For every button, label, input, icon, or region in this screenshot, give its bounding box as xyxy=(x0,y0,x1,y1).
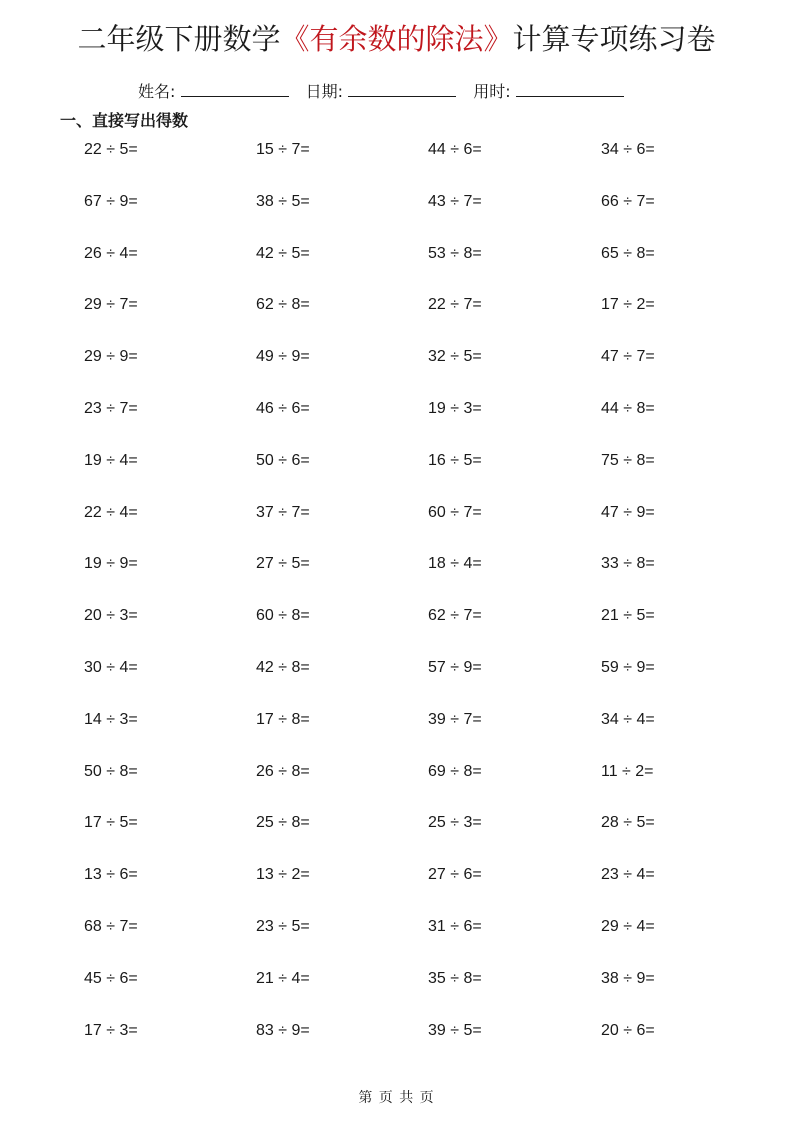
division-problem: 42 ÷ 5= xyxy=(256,244,310,262)
problem-row xyxy=(84,136,784,164)
division-problem: 26 ÷ 8= xyxy=(256,762,310,780)
division-problem: 21 ÷ 4= xyxy=(256,969,310,987)
time-blank[interactable] xyxy=(516,80,624,97)
title-suffix: 计算专项练习卷 xyxy=(512,22,716,56)
division-problem: 45 ÷ 6= xyxy=(84,969,138,987)
section-title: 一、直接写出得数 xyxy=(60,111,189,130)
division-problem: 25 ÷ 8= xyxy=(256,814,310,832)
division-problem: 42 ÷ 8= xyxy=(256,659,310,676)
division-problem: 69 ÷ 8= xyxy=(428,762,482,780)
division-problem: 26 ÷ 4= xyxy=(84,244,138,262)
division-problem: 15 ÷ 7= xyxy=(256,141,310,158)
division-problem: 22 ÷ 7= xyxy=(428,296,482,314)
division-problem: 60 ÷ 7= xyxy=(428,503,482,521)
division-problem: 44 ÷ 6= xyxy=(428,141,482,158)
division-problem: 75 ÷ 8= xyxy=(601,451,655,469)
division-problem: 17 ÷ 2= xyxy=(601,296,655,314)
division-problem: 17 ÷ 5= xyxy=(84,814,138,832)
division-problem: 27 ÷ 6= xyxy=(428,866,482,884)
division-problem: 46 ÷ 6= xyxy=(256,400,310,417)
division-problem: 30 ÷ 4= xyxy=(84,659,138,676)
problem-row xyxy=(84,550,784,578)
division-problem: 29 ÷ 4= xyxy=(601,918,655,935)
division-problem: 39 ÷ 7= xyxy=(428,710,482,728)
division-problem: 38 ÷ 5= xyxy=(256,192,310,210)
problem-row xyxy=(84,706,784,734)
division-problem: 32 ÷ 5= xyxy=(428,348,482,366)
problem-row xyxy=(84,758,784,786)
division-problem: 83 ÷ 9= xyxy=(256,1021,310,1039)
division-problem: 20 ÷ 3= xyxy=(84,607,138,625)
division-problem: 67 ÷ 9= xyxy=(84,192,138,210)
division-problem: 23 ÷ 4= xyxy=(601,866,655,884)
division-problem: 35 ÷ 8= xyxy=(428,969,482,987)
page-title xyxy=(0,20,793,58)
division-problem: 17 ÷ 8= xyxy=(256,710,310,728)
division-problem: 62 ÷ 8= xyxy=(256,296,310,314)
time-label: 用时: xyxy=(473,82,511,101)
division-problem: 34 ÷ 4= xyxy=(601,710,655,728)
division-problem: 22 ÷ 5= xyxy=(84,141,138,158)
division-problem: 47 ÷ 9= xyxy=(601,503,655,521)
division-problem: 50 ÷ 8= xyxy=(84,762,138,780)
problem-row xyxy=(84,965,784,993)
division-problem: 62 ÷ 7= xyxy=(428,607,482,625)
problem-row xyxy=(84,291,784,319)
division-problem: 31 ÷ 6= xyxy=(428,918,482,935)
division-problem: 49 ÷ 9= xyxy=(256,348,310,366)
division-problem: 50 ÷ 6= xyxy=(256,451,310,469)
division-problem: 65 ÷ 8= xyxy=(601,244,655,262)
division-problem: 38 ÷ 9= xyxy=(601,969,655,987)
division-problem: 68 ÷ 7= xyxy=(84,918,138,935)
division-problem: 17 ÷ 3= xyxy=(84,1021,138,1039)
division-problem: 29 ÷ 9= xyxy=(84,348,138,366)
problem-row xyxy=(84,654,784,682)
problem-row xyxy=(84,1017,784,1045)
division-problem: 19 ÷ 3= xyxy=(428,400,482,417)
division-problem: 27 ÷ 5= xyxy=(256,555,310,573)
problem-row xyxy=(84,499,784,527)
page-footer: 第 页 共 页 xyxy=(358,1090,435,1106)
problem-row xyxy=(84,861,784,889)
division-problem: 23 ÷ 7= xyxy=(84,400,138,417)
division-problem: 66 ÷ 7= xyxy=(601,192,655,210)
division-problem: 18 ÷ 4= xyxy=(428,555,482,573)
student-info-line xyxy=(138,80,636,102)
division-problem: 47 ÷ 7= xyxy=(601,348,655,366)
problem-row xyxy=(84,240,784,268)
division-problem: 33 ÷ 8= xyxy=(601,555,655,573)
date-blank[interactable] xyxy=(348,80,456,97)
division-problem: 19 ÷ 4= xyxy=(84,451,138,469)
problem-row xyxy=(84,913,784,941)
problem-row xyxy=(84,395,784,423)
division-problem: 13 ÷ 6= xyxy=(84,866,138,884)
division-problem: 39 ÷ 5= xyxy=(428,1021,482,1039)
name-blank[interactable] xyxy=(181,80,289,97)
problem-row xyxy=(84,602,784,630)
division-problem: 28 ÷ 5= xyxy=(601,814,655,832)
title-prefix: 二年级下册数学 xyxy=(77,22,281,56)
problem-row xyxy=(84,809,784,837)
problem-row xyxy=(84,447,784,475)
division-problem: 23 ÷ 5= xyxy=(256,918,310,935)
division-problem: 19 ÷ 9= xyxy=(84,555,138,573)
division-problem: 44 ÷ 8= xyxy=(601,400,655,417)
problem-row xyxy=(84,188,784,216)
division-problem: 59 ÷ 9= xyxy=(601,659,655,676)
division-problem: 21 ÷ 5= xyxy=(601,607,655,625)
division-problem: 57 ÷ 9= xyxy=(428,659,482,676)
division-problem: 14 ÷ 3= xyxy=(84,710,138,728)
name-label: 姓名: xyxy=(138,82,176,101)
division-problem: 20 ÷ 6= xyxy=(601,1021,655,1039)
division-problem: 60 ÷ 8= xyxy=(256,607,310,625)
division-problem: 11 ÷ 2= xyxy=(601,762,654,780)
division-problem: 53 ÷ 8= xyxy=(428,244,482,262)
division-problem: 25 ÷ 3= xyxy=(428,814,482,832)
problem-row xyxy=(84,343,784,371)
division-problem: 22 ÷ 4= xyxy=(84,503,138,521)
division-problem: 34 ÷ 6= xyxy=(601,141,655,158)
division-problem: 43 ÷ 7= xyxy=(428,192,482,210)
division-problem: 13 ÷ 2= xyxy=(256,866,310,884)
division-problem: 29 ÷ 7= xyxy=(84,296,138,314)
division-problem: 16 ÷ 5= xyxy=(428,451,482,469)
division-problem: 37 ÷ 7= xyxy=(256,503,310,521)
date-label: 日期: xyxy=(305,82,343,101)
title-highlight: 《有余数的除法》 xyxy=(280,22,513,56)
